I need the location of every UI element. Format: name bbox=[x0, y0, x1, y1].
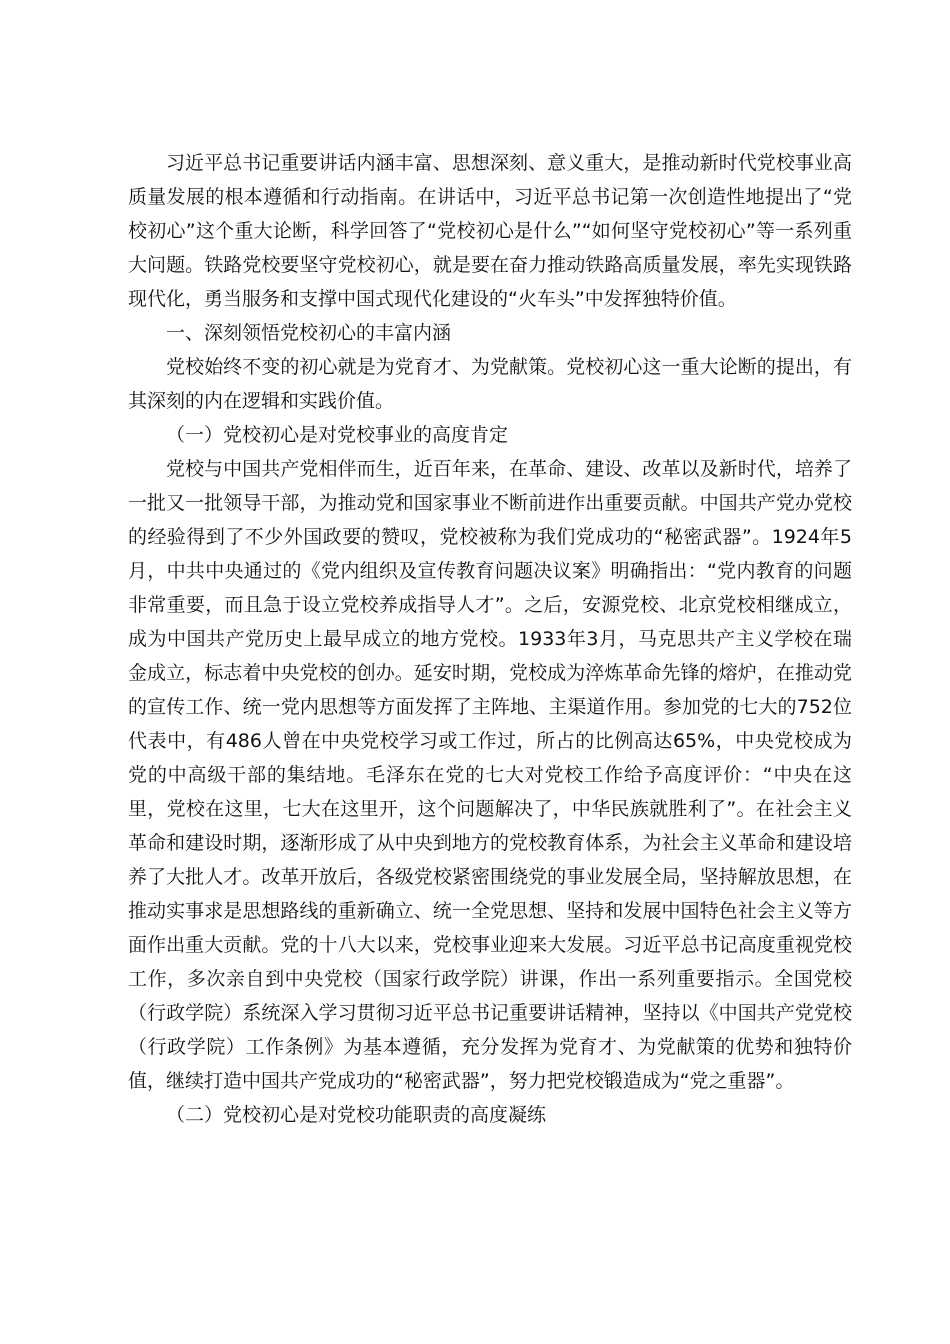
subsection-heading-2: （二）党校初心是对党校功能职责的高度凝练 bbox=[166, 1104, 547, 1126]
subsection-heading-1: （一）党校初心是对党校事业的高度肯定 bbox=[166, 424, 509, 446]
section-1-paragraph: 党校始终不变的初心就是为党育才、为党献策。党校初心这一重大论断的提出，有其深刻的内在逻辑和实践价值。 bbox=[128, 356, 852, 412]
document-body bbox=[128, 146, 852, 1132]
section-heading-1: 一、深刻领悟党校初心的丰富内涵 bbox=[166, 322, 452, 344]
intro-paragraph: 习近平总书记重要讲话内涵丰富、思想深刻、意义重大，是推动新时代党校事业高质量发展的根本遵循和行动指南。在讲话中，习近平总书记第一次创造性地提出了“党校初心”这个重大论断，科学回答了“党校初心是什么”“如何坚守党校初心”等一系列重大问题。铁路党校要坚守党校初心，就是要在奋力推动铁路高质量发展，率先实现铁路现代化，勇当服务和支撑中国式现代化建设的“火车头”中发挥独特价值。 bbox=[128, 152, 852, 310]
subsection-1-paragraph: 党校与中国共产党相伴而生，近百年来，在革命、建设、改革以及新时代，培养了一批又一批领导干部，为推动党和国家事业不断前进作出重要贡献。中国共产党办党校的经验得到了不少外国政要的赞叹，党校被称为我们党成功的“秘密武器”。1924年5月，中共中央通过的《党内组织及宣传教育问题决议案》明确指出：“党内教育的问题非常重要，而且急于设立党校养成指导人才”。之后，安源党校、北京党校相继成立，成为中国共产党历史上最早成立的地方党校。1933年3月，马克思共产主义学校在瑞金成立，标志着中央党校的创办。延安时期，党校成为淬炼革命先锋的熔炉，在推动党的宣传工作、统一党内思想等方面发挥了主阵地、主渠道作用。参加党的七大的752位代表中，有486人曾在中央党校学习或工作过，所占的比例高达65%，中央党校成为党的中高级干部的集结地。毛泽东在党的七大对党校工作给予高度评价：“中央在这里，党校在这里，七大在这里开，这个问题解决了，中华民族就胜利了”。在社会主义革命和建设时期，逐渐形成了从中央到地方的党校教育体系，为社会主义革命和建设培养了大批人才。改革开放后，各级党校紧密围绕党的事业发展全局，坚持解放思想，在推动实事求是思想路线的重新确立、统一全党思想、坚持和发展中国特色社会主义等方面作出重大贡献。党的十八大以来，党校事业迎来大发展。习近平总书记高度重视党校工作，多次亲自到中央党校（国家行政学院）讲课，作出一系列重要指示。全国党校（行政学院）系统深入学习贯彻习近平总书记重要讲话精神，坚持以《中国共产党党校（行政学院）工作条例》为基本遵循，充分发挥为党育才、为党献策的优势和独特价值，继续打造中国共产党成功的“秘密武器”，努力把党校锻造成为“党之重器”。 bbox=[128, 458, 852, 1092]
